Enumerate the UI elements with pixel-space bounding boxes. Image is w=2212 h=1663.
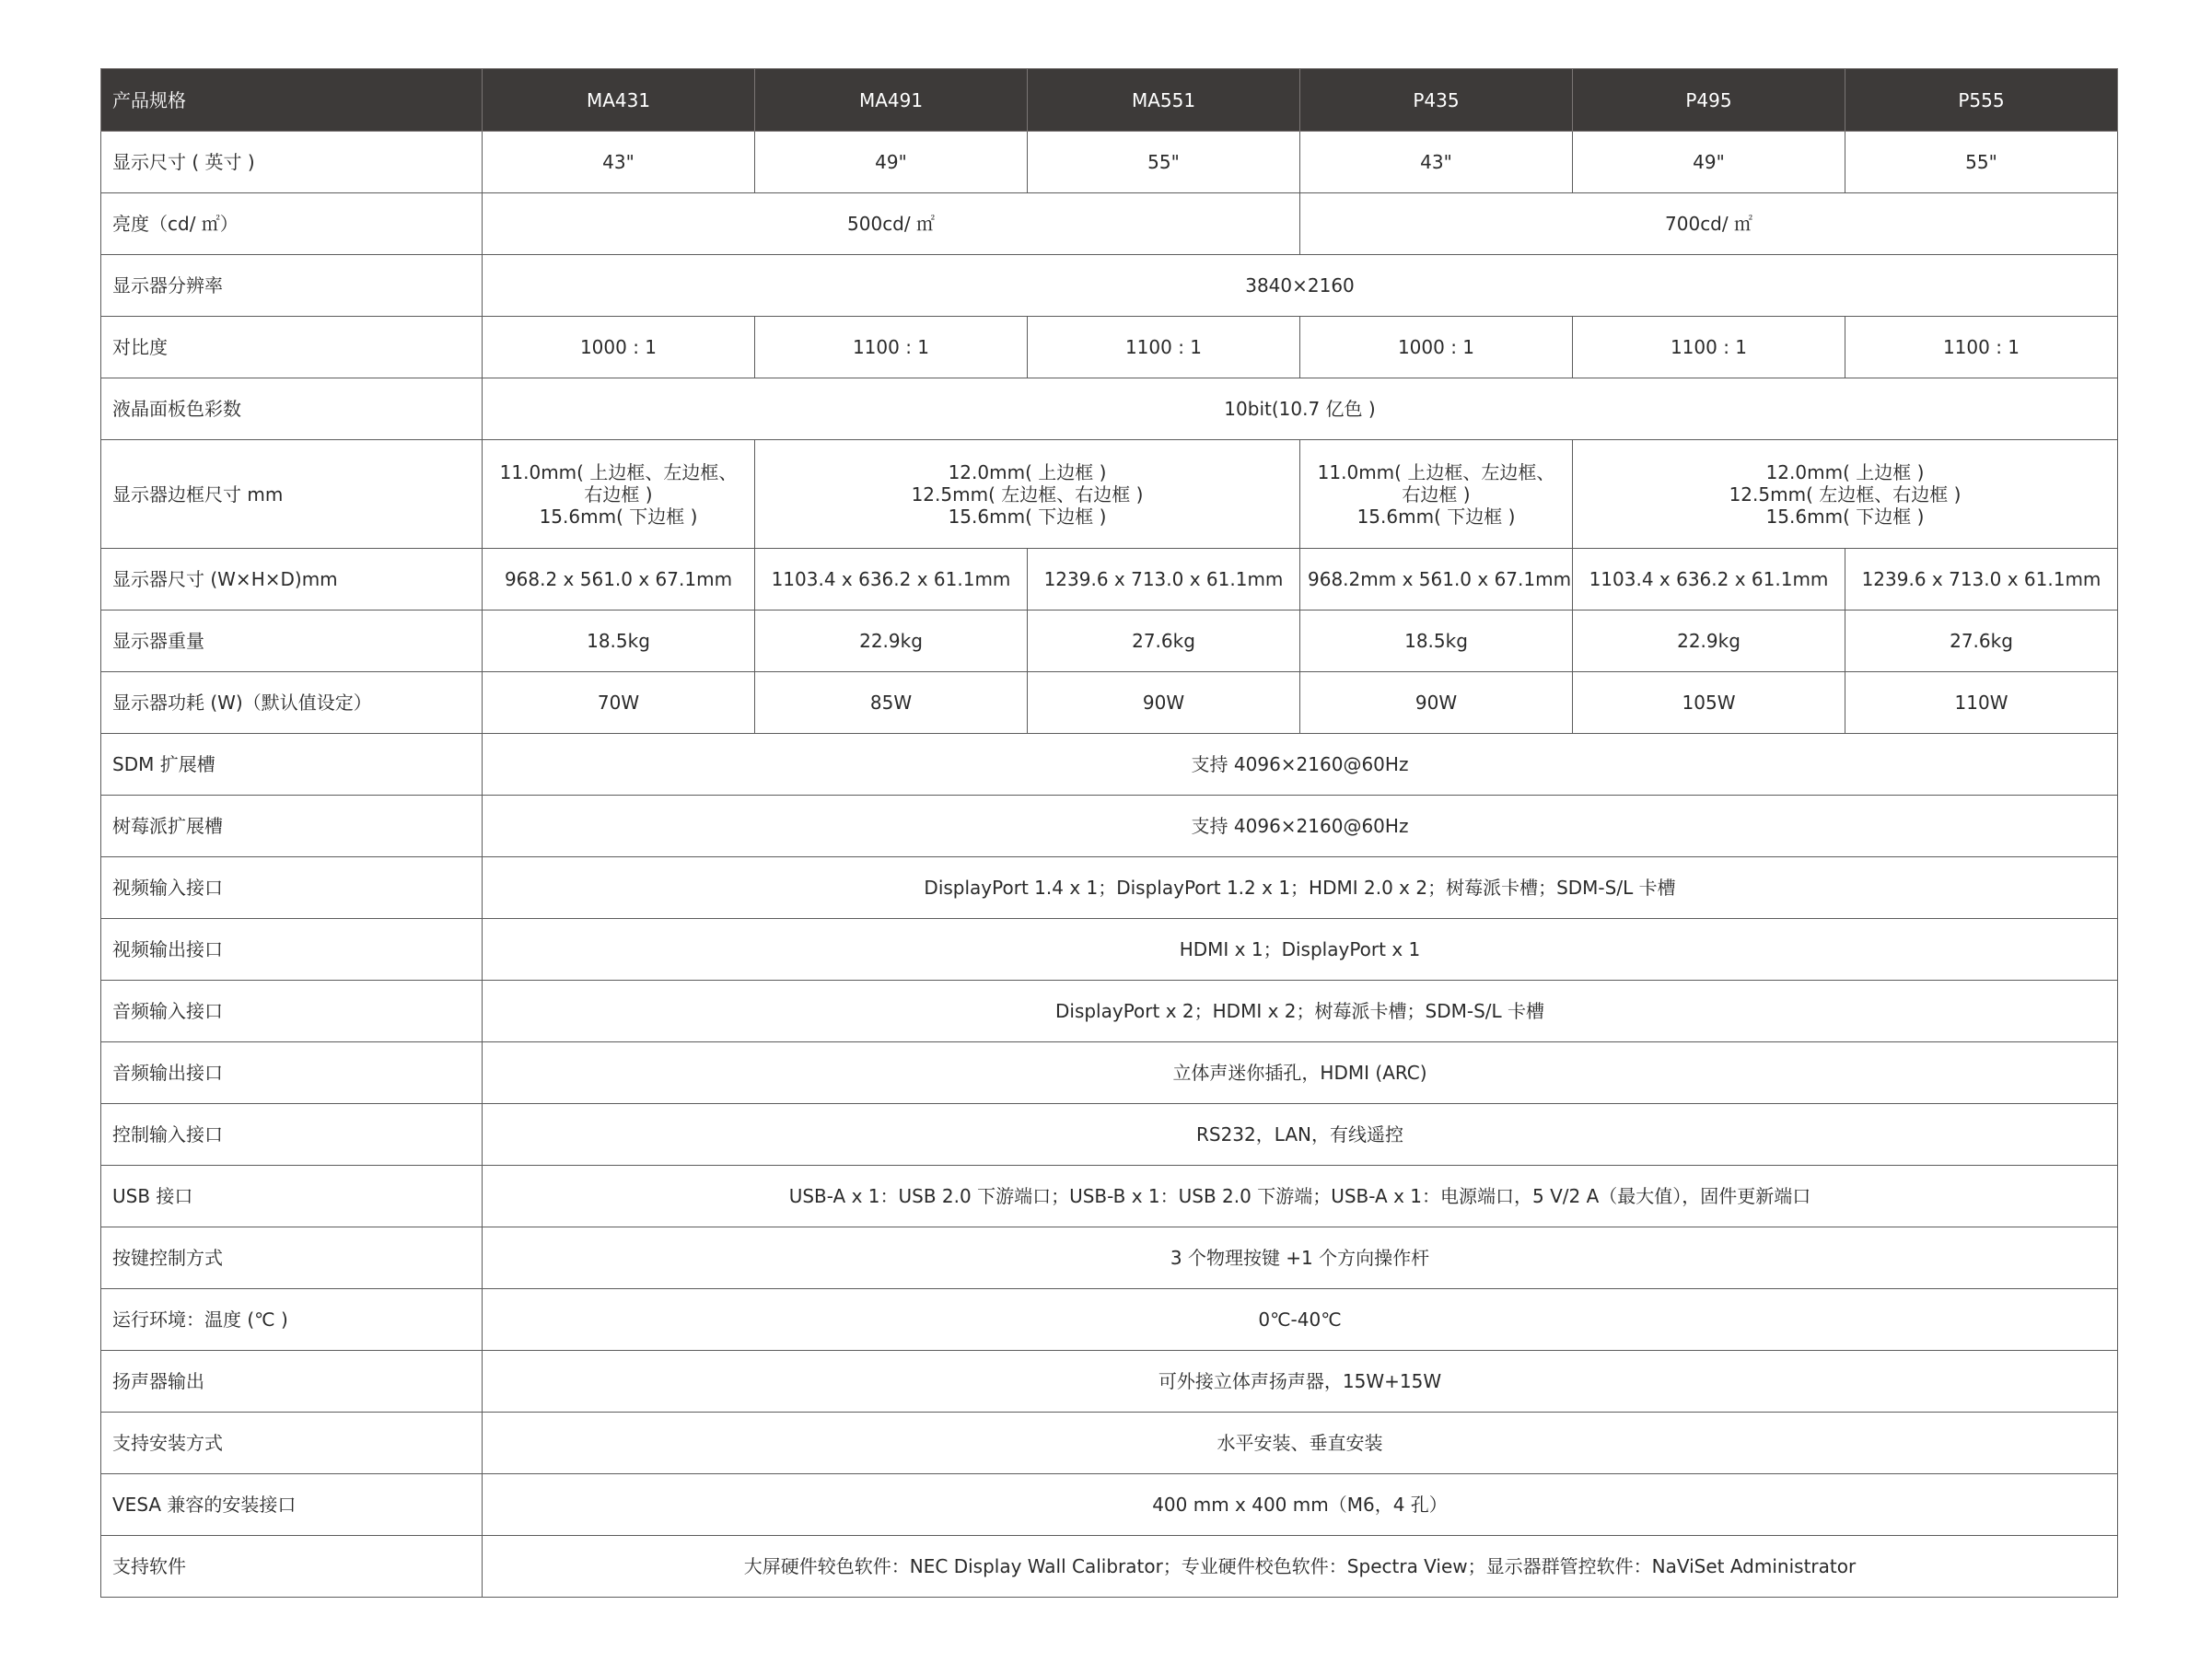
row-label: 液晶面板色彩数 — [101, 378, 483, 440]
row-bezel — [101, 440, 2118, 549]
cell-value: 22.9kg — [1573, 611, 1845, 672]
row-power — [101, 672, 2118, 734]
cell-value: 49" — [1573, 132, 1845, 193]
spec-table — [100, 68, 2118, 1598]
model-ma551: MA551 — [1028, 69, 1300, 132]
cell-value: 1100 : 1 — [755, 317, 1028, 378]
cell-value: 1239.6 x 713.0 x 61.1mm — [1028, 549, 1300, 611]
bezel-line: 11.0mm( 上边框、左边框、 — [1317, 460, 1555, 483]
row-vesa — [101, 1474, 2118, 1536]
row-label: 控制输入接口 — [101, 1104, 483, 1166]
cell-value: HDMI x 1；DisplayPort x 1 — [483, 919, 2118, 981]
header-label: 产品规格 — [101, 69, 483, 132]
row-video-out — [101, 919, 2118, 981]
bezel-line: 15.6mm( 下边框 ) — [1765, 505, 1925, 528]
row-label: 显示器重量 — [101, 611, 483, 672]
bezel-line: 15.6mm( 下边框 ) — [1356, 505, 1516, 528]
cell-value: 3 个物理按键 +1 个方向操作杆 — [483, 1227, 2118, 1289]
cell-value: 立体声迷你插孔，HDMI (ARC) — [483, 1042, 2118, 1104]
row-label: 显示器功耗 (W)（默认值设定） — [101, 672, 483, 734]
row-label: 按键控制方式 — [101, 1227, 483, 1289]
row-label: USB 接口 — [101, 1166, 483, 1227]
cell-value: 1103.4 x 636.2 x 61.1mm — [755, 549, 1028, 611]
cell-value: 18.5kg — [1300, 611, 1573, 672]
bezel-line: 15.6mm( 下边框 ) — [539, 505, 698, 528]
cell-bezel-p435 — [1300, 440, 1573, 549]
cell-value: 400 mm x 400 mm（M6，4 孔） — [483, 1474, 2118, 1536]
row-usb — [101, 1166, 2118, 1227]
cell-value: 22.9kg — [755, 611, 1028, 672]
row-label: 扬声器输出 — [101, 1351, 483, 1413]
row-raspberry — [101, 796, 2118, 857]
cell-value: 55" — [1028, 132, 1300, 193]
bezel-line: 15.6mm( 下边框 ) — [948, 505, 1107, 528]
cell-value: 968.2 x 561.0 x 67.1mm — [483, 549, 755, 611]
row-weight — [101, 611, 2118, 672]
cell-value: 1100 : 1 — [1573, 317, 1845, 378]
row-color-depth — [101, 378, 2118, 440]
cell-value: 105W — [1573, 672, 1845, 734]
cell-value: 支持 4096×2160@60Hz — [483, 796, 2118, 857]
row-label: 显示尺寸 ( 英寸 ) — [101, 132, 483, 193]
row-mounting — [101, 1413, 2118, 1474]
row-label: 支持安装方式 — [101, 1413, 483, 1474]
cell-value: 支持 4096×2160@60Hz — [483, 734, 2118, 796]
bezel-line: 12.5mm( 左边框、右边框 ) — [911, 483, 1144, 506]
row-environment — [101, 1289, 2118, 1351]
cell-value: RS232，LAN，有线遥控 — [483, 1104, 2118, 1166]
model-p495: P495 — [1573, 69, 1845, 132]
cell-value: 18.5kg — [483, 611, 755, 672]
cell-value: 0℃-40℃ — [483, 1289, 2118, 1351]
cell-value: 1100 : 1 — [1845, 317, 2118, 378]
cell-value: 27.6kg — [1028, 611, 1300, 672]
row-label: 音频输入接口 — [101, 981, 483, 1042]
cell-value: USB-A x 1：USB 2.0 下游端口；USB-B x 1：USB 2.0 下游端；USB-A x 1：电源端口，5 V/2 A（最大值），固件更新端口 — [483, 1166, 2118, 1227]
cell-value: 1239.6 x 713.0 x 61.1mm — [1845, 549, 2118, 611]
cell-value: 55" — [1845, 132, 2118, 193]
cell-bezel-ma431 — [483, 440, 755, 549]
model-p435: P435 — [1300, 69, 1573, 132]
cell-value: 1100 : 1 — [1028, 317, 1300, 378]
header-row — [101, 69, 2118, 132]
model-ma431: MA431 — [483, 69, 755, 132]
row-control-in — [101, 1104, 2118, 1166]
cell-value: 10bit(10.7 亿色 ) — [483, 378, 2118, 440]
row-audio-out — [101, 1042, 2118, 1104]
cell-value: 3840×2160 — [483, 255, 2118, 317]
row-label: 亮度（cd/ ㎡） — [101, 193, 483, 255]
row-label: 显示器分辨率 — [101, 255, 483, 317]
cell-value: 49" — [755, 132, 1028, 193]
cell-value: 可外接立体声扬声器，15W+15W — [483, 1351, 2118, 1413]
row-buttons — [101, 1227, 2118, 1289]
cell-bezel-ma491-ma551 — [755, 440, 1300, 549]
row-label: 支持软件 — [101, 1536, 483, 1598]
row-label: 视频输入接口 — [101, 857, 483, 919]
bezel-line: 右边框 ) — [1402, 483, 1471, 506]
row-label: 树莓派扩展槽 — [101, 796, 483, 857]
row-label: 显示器尺寸 (W×H×D)mm — [101, 549, 483, 611]
cell-value: 90W — [1028, 672, 1300, 734]
cell-value: DisplayPort 1.4 x 1；DisplayPort 1.2 x 1；HDMI 2.0 x 2；树莓派卡槽；SDM-S/L 卡槽 — [483, 857, 2118, 919]
row-label: 视频输出接口 — [101, 919, 483, 981]
row-sdm — [101, 734, 2118, 796]
bezel-line: 11.0mm( 上边框、左边框、 — [499, 460, 738, 483]
row-label: VESA 兼容的安装接口 — [101, 1474, 483, 1536]
model-p555: P555 — [1845, 69, 2118, 132]
row-software — [101, 1536, 2118, 1598]
row-label: 对比度 — [101, 317, 483, 378]
bezel-line: 12.0mm( 上边框 ) — [1765, 460, 1925, 483]
cell-value: DisplayPort x 2；HDMI x 2；树莓派卡槽；SDM-S/L 卡槽 — [483, 981, 2118, 1042]
row-size — [101, 132, 2118, 193]
row-label: 运行环境：温度 (℃ ) — [101, 1289, 483, 1351]
row-label: 音频输出接口 — [101, 1042, 483, 1104]
cell-value: 70W — [483, 672, 755, 734]
bezel-line: 12.5mm( 左边框、右边框 ) — [1729, 483, 1962, 506]
cell-value: 43" — [1300, 132, 1573, 193]
bezel-line: 12.0mm( 上边框 ) — [948, 460, 1107, 483]
cell-value: 27.6kg — [1845, 611, 2118, 672]
row-contrast — [101, 317, 2118, 378]
cell-value: 85W — [755, 672, 1028, 734]
cell-bezel-p495-p555 — [1573, 440, 2118, 549]
cell-brightness-ma: 500cd/ ㎡ — [483, 193, 1300, 255]
row-brightness — [101, 193, 2118, 255]
cell-value: 水平安装、垂直安装 — [483, 1413, 2118, 1474]
row-label: SDM 扩展槽 — [101, 734, 483, 796]
cell-value: 大屏硬件较色软件：NEC Display Wall Calibrator；专业硬件校色软件：Spectra View；显示器群管控软件：NaViSet Administrator — [483, 1536, 2118, 1598]
row-video-in — [101, 857, 2118, 919]
cell-value: 90W — [1300, 672, 1573, 734]
row-label: 显示器边框尺寸 mm — [101, 440, 483, 549]
model-ma491: MA491 — [755, 69, 1028, 132]
row-resolution — [101, 255, 2118, 317]
bezel-line: 右边框 ) — [584, 483, 653, 506]
row-speaker — [101, 1351, 2118, 1413]
cell-value: 43" — [483, 132, 755, 193]
row-dimensions — [101, 549, 2118, 611]
cell-value: 1000 : 1 — [1300, 317, 1573, 378]
cell-value: 1103.4 x 636.2 x 61.1mm — [1573, 549, 1845, 611]
cell-value: 1000 : 1 — [483, 317, 755, 378]
cell-value: 110W — [1845, 672, 2118, 734]
cell-brightness-p: 700cd/ ㎡ — [1300, 193, 2118, 255]
row-audio-in — [101, 981, 2118, 1042]
cell-value: 968.2mm x 561.0 x 67.1mm — [1300, 549, 1573, 611]
